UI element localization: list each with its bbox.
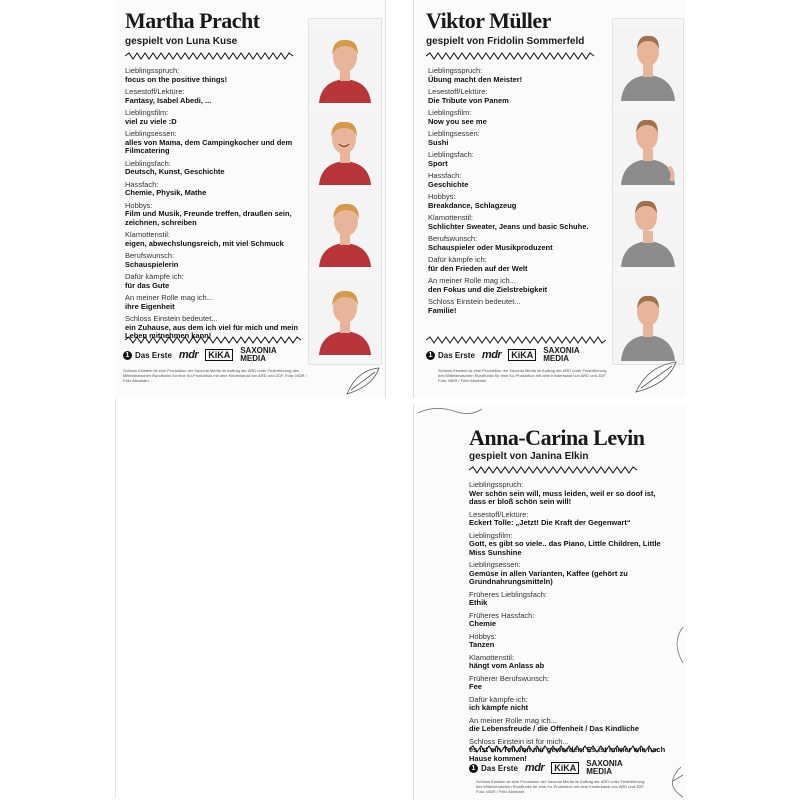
field-item: An meiner Rolle mag ich... den Fokus und die Zielstrebigkeit	[428, 276, 548, 294]
mdr-logo: mdr	[481, 349, 502, 361]
wave-divider	[125, 52, 295, 60]
field-item: Lieblingsspruch: Übung macht den Meister!	[428, 66, 523, 84]
leaf-doodle-icon	[414, 405, 484, 419]
saxonia-media-logo: SAXONIA MEDIA	[240, 346, 277, 363]
leaf-doodle-icon	[659, 765, 685, 799]
saxonia-media-logo: SAXONIA MEDIA	[586, 759, 623, 776]
das-erste-logo: 1 Das Erste	[426, 351, 475, 360]
field-item: Hassfach: Geschichte	[428, 171, 469, 189]
field-item: Lesestoff/Lektüre: Fantasy, Isabel Abedi, ...	[125, 87, 212, 105]
leaf-doodle-icon	[343, 366, 383, 396]
photo-strip	[612, 18, 684, 365]
character-name: Martha Pracht	[125, 8, 260, 33]
wave-divider	[426, 52, 596, 60]
field-item: Klamottenstil: eigen, abwechslungsreich, mit viel Schmuck	[125, 230, 284, 248]
kika-logo: KiKA	[205, 349, 233, 361]
leaf-doodle-icon	[632, 360, 680, 396]
field-item: Schloss Einstein ist für mich... es ist ein Teil von mir geworden! Es ist immer wie nach Hause kommen!	[469, 736, 666, 763]
field-item: Lesestoff/Lektüre: Die Tribute von Panem	[428, 87, 509, 105]
profile-fields	[469, 481, 669, 767]
field-item: Früherer Berufswunsch: Fee	[469, 673, 550, 691]
das-erste-logo: 1 Das Erste	[469, 764, 518, 773]
broadcaster-logos	[469, 759, 623, 777]
saxonia-media-logo: SAXONIA MEDIA	[543, 346, 580, 363]
field-item: Lieblingsspruch: focus on the positive things!	[125, 66, 228, 84]
portrait-photo	[613, 193, 683, 267]
field-item: Lieblingsfilm: viel zu viele :D	[125, 108, 177, 126]
field-item: Hobbys: Tanzen	[469, 631, 497, 649]
field-item: Klamottenstil: hängt vom Anlass ab	[469, 652, 545, 670]
field-item: Lieblingsessen: Sushi	[428, 129, 480, 147]
card-martha-pracht	[115, 0, 386, 398]
field-item: Lieblingsfach: Sport	[428, 150, 474, 168]
mdr-logo: mdr	[178, 349, 199, 361]
portrait-photo	[309, 281, 381, 355]
broadcaster-logos	[426, 346, 580, 364]
blank-card	[115, 398, 386, 798]
portrait-photo	[309, 111, 381, 185]
actor-credit: gespielt von Luna Kuse	[125, 36, 238, 47]
kika-logo: KiKA	[551, 762, 579, 774]
field-item: Lieblingsessen: Gemüse in allen Varianten, Kaffee (gehört zu Grundnahrungsmitteln)	[469, 560, 628, 586]
actor-credit: gespielt von Fridolin Sommerfeld	[426, 36, 585, 47]
portrait-photo	[309, 193, 381, 267]
field-item: Hobbys: Breakdance, Schlagzeug	[428, 192, 517, 210]
kika-logo: KiKA	[508, 349, 536, 361]
field-item: Hobbys: Film und Musik, Freunde treffen, draußen sein, zeichnen, schreiben	[125, 200, 292, 227]
field-item: Früheres Hassfach: Chemie	[469, 610, 535, 628]
production-credits: Schloss Einstein ist eine Produktion der Saxonia Media im Auftrag der ARD unter Federführung des Mitteldeutschen Rundfunks für eine Ko-Produktion mit dem Kinderkanal von ARD und ZDF. Foto: MDR / Felix Abraham	[123, 368, 307, 383]
card-anna-carina-levin	[413, 405, 686, 800]
field-item: Berufswunsch: Schauspieler oder Musikproduzent	[428, 234, 553, 252]
field-item: Dafür kämpfe ich: für den Frieden auf der Welt	[428, 255, 528, 273]
broadcaster-logos	[123, 346, 277, 364]
profile-fields	[125, 67, 303, 345]
field-item: Früheres Lieblingsfach: Ethik	[469, 589, 547, 607]
field-item: An meiner Rolle mag ich... ihre Eigenheit	[125, 293, 213, 311]
wave-divider	[426, 336, 608, 344]
field-item: An meiner Rolle mag ich... die Lebensfreude / die Offenheit / Das Kindliche	[469, 715, 640, 733]
leaf-doodle-icon	[669, 625, 685, 665]
mdr-logo: mdr	[524, 762, 545, 774]
field-item: Klamottenstil: Schlichter Sweater, Jeans und basic Schuhe.	[428, 213, 589, 231]
field-item: Schloss Einstein bedeutet... Familie!	[428, 297, 521, 315]
character-name: Viktor Müller	[426, 8, 551, 33]
field-item: Lieblingsfilm: Now you see me	[428, 108, 487, 126]
portrait-photo	[309, 29, 381, 103]
field-item: Lieblingsfilm: Gott, es gibt so viele.. das Piano, Little Children, Little Miss Sunshine	[469, 530, 661, 557]
das-erste-logo: 1 Das Erste	[123, 351, 172, 360]
field-item: Lieblingsfach: Deutsch, Kunst, Geschichte	[125, 158, 225, 176]
character-name: Anna-Carina Levin	[469, 425, 645, 450]
field-item: Lieblingsessen: alles von Mama, dem Campingkocher und dem Filmcatering	[125, 129, 293, 155]
photo-strip	[308, 18, 382, 365]
card-viktor-mueller	[413, 0, 686, 398]
field-item: Lieblingsspruch: Wer schön sein will, muss leiden, weil er so doof ist, dass er bloß schön sein will!	[469, 480, 656, 506]
field-item: Dafür kämpfe ich: für das Gute	[125, 272, 184, 290]
portrait-photo	[613, 27, 683, 101]
field-item: Dafür kämpfe ich: ich kämpfe nicht	[469, 694, 529, 712]
portrait-photo	[613, 111, 683, 185]
production-credits: Schloss Einstein ist eine Produktion der Saxonia Media im Auftrag der ARD unter Federführung des Mitteldeutschen Rundfunks für eine Ko-Produktion mit dem Kinderkanal von ARD und ZDF. Foto: MDR / Felix Abraham	[438, 368, 607, 383]
actor-credit: gespielt von Janina Elkin	[469, 451, 589, 462]
profile-fields	[428, 67, 613, 319]
wave-divider	[469, 745, 659, 753]
field-item: Lesestoff/Lektüre: Eckert Tolle: „Jetzt! Die Kraft der Gegenwart“	[469, 509, 631, 527]
field-item: Schloss Einstein bedeutet... ein Zuhause, aus dem ich viel für mich und mein Leben mitnehmen kann!	[125, 314, 298, 340]
wave-divider	[469, 466, 639, 474]
field-item: Berufswunsch: Schauspielerin	[125, 251, 179, 269]
field-item: Hassfach: Chemie, Physik, Mathe	[125, 179, 207, 197]
wave-divider	[125, 336, 305, 344]
portrait-photo	[613, 287, 683, 361]
production-credits: Schloss Einstein ist eine Produktion der Saxonia Media im Auftrag der ARD unter Federführung des Mitteldeutschen Rundfunks für eine Ko-Produktion mit dem Kinderkanal von ARD und ZDF. Foto: MDR / Felix Abraham	[476, 779, 645, 794]
